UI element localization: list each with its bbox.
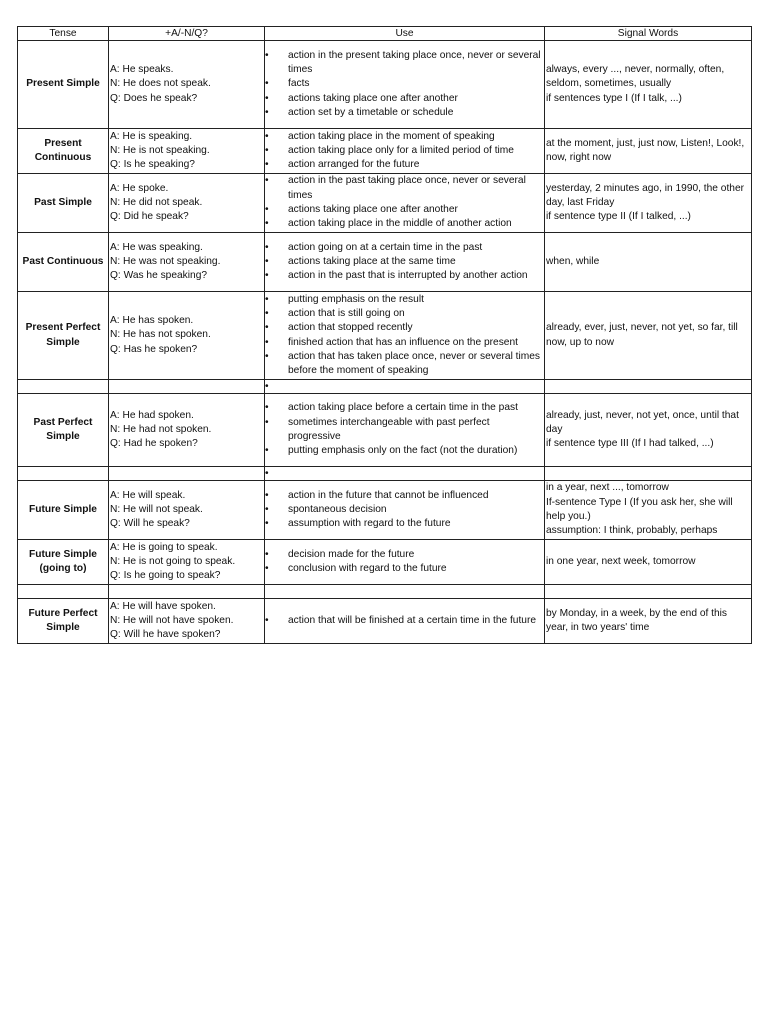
empty-cell bbox=[18, 585, 109, 599]
form-affirmative: A: He is speaking. bbox=[110, 130, 193, 142]
signal-words: in one year, next week, tomorrow bbox=[546, 555, 696, 567]
use-list bbox=[266, 548, 543, 577]
tense-name: Present Simple bbox=[18, 41, 109, 129]
use-item: • putting emphasis on the result bbox=[266, 293, 543, 307]
form-question: Q: Is he speaking? bbox=[110, 159, 195, 171]
empty-cell bbox=[265, 585, 545, 599]
empty-cell bbox=[545, 380, 752, 394]
form-affirmative: A: He is going to speak. bbox=[110, 541, 218, 553]
signal-words: if sentence type II (If I talked, ...) bbox=[546, 211, 691, 223]
signal-words-cell bbox=[545, 481, 752, 540]
signal-words: if sentence type III (If I had talked, ...) bbox=[546, 438, 714, 450]
bullet-glyph: • bbox=[265, 467, 269, 479]
use-cell bbox=[265, 174, 545, 233]
form-affirmative: A: He has spoken. bbox=[110, 315, 194, 327]
use-item: • facts bbox=[266, 77, 543, 91]
bullet-glyph: • bbox=[265, 380, 269, 392]
empty-bullet-cell bbox=[265, 380, 545, 394]
use-item: • action that stopped recently bbox=[266, 321, 543, 335]
form-cell bbox=[109, 540, 265, 585]
form-affirmative: A: He was speaking. bbox=[110, 241, 203, 253]
use-item: • actions taking place one after another bbox=[266, 203, 543, 217]
spacer-row bbox=[18, 380, 752, 394]
use-cell bbox=[265, 394, 545, 467]
signal-words: yesterday, 2 minutes ago, in 1990, the other day, last Friday bbox=[546, 182, 745, 208]
table-row bbox=[18, 394, 752, 467]
signal-words-cell bbox=[545, 174, 752, 233]
use-cell bbox=[265, 599, 545, 644]
empty-cell bbox=[545, 585, 752, 599]
use-item: • putting emphasis only on the fact (not the duration) bbox=[266, 444, 543, 458]
form-question: Q: Was he speaking? bbox=[110, 270, 208, 282]
use-cell bbox=[265, 481, 545, 540]
table-row bbox=[18, 292, 752, 380]
use-list bbox=[266, 174, 543, 231]
form-cell bbox=[109, 394, 265, 467]
use-cell bbox=[265, 129, 545, 174]
empty-bullet-cell bbox=[265, 467, 545, 481]
form-cell bbox=[109, 129, 265, 174]
form-cell bbox=[109, 481, 265, 540]
form-negative: N: He will not speak. bbox=[110, 503, 203, 515]
empty-cell bbox=[18, 380, 109, 394]
use-item: • decision made for the future bbox=[266, 548, 543, 562]
use-item: • action that will be finished at a certain time in the future bbox=[266, 614, 543, 628]
empty-cell bbox=[109, 380, 265, 394]
tense-name: Future Simple (going to) bbox=[18, 540, 109, 585]
use-item: • action taking place only for a limited period of time bbox=[266, 144, 543, 158]
use-item: • sometimes interchangeable with past perfect progressive bbox=[266, 416, 543, 445]
form-negative: N: He does not speak. bbox=[110, 78, 211, 90]
table-body bbox=[18, 41, 752, 644]
use-list bbox=[266, 293, 543, 379]
use-item: • finished action that has an influence on the present bbox=[266, 336, 543, 350]
tense-name: Future Simple bbox=[18, 481, 109, 540]
form-question: Q: Is he going to speak? bbox=[110, 570, 221, 582]
form-negative: N: He will not have spoken. bbox=[110, 614, 234, 626]
use-item: • action taking place in the moment of speaking bbox=[266, 130, 543, 144]
table-row bbox=[18, 599, 752, 644]
spacer-row bbox=[18, 585, 752, 599]
form-negative: N: He is not speaking. bbox=[110, 144, 210, 156]
form-question: Q: Had he spoken? bbox=[110, 438, 198, 450]
spacer-row bbox=[18, 467, 752, 481]
use-item: • action in the future that cannot be influenced bbox=[266, 489, 543, 503]
empty-cell bbox=[545, 467, 752, 481]
use-item: • conclusion with regard to the future bbox=[266, 562, 543, 576]
form-affirmative: A: He will speak. bbox=[110, 489, 186, 501]
form-question: Q: Has he spoken? bbox=[110, 343, 198, 355]
signal-words: always, every ..., never, normally, often, seldom, sometimes, usually bbox=[546, 64, 725, 90]
use-cell bbox=[265, 292, 545, 380]
form-negative: N: He had not spoken. bbox=[110, 423, 212, 435]
use-item: • action going on at a certain time in the past bbox=[266, 241, 543, 255]
signal-words-cell bbox=[545, 599, 752, 644]
signal-words: when, while bbox=[546, 255, 600, 267]
table-row bbox=[18, 174, 752, 233]
signal-words-cell bbox=[545, 292, 752, 380]
use-item: • action taking place before a certain time in the past bbox=[266, 401, 543, 415]
tense-name: Past Continuous bbox=[18, 233, 109, 292]
form-question: Q: Did he speak? bbox=[110, 211, 189, 223]
tenses-table bbox=[17, 26, 752, 644]
use-item: • action that has taken place once, never or several times before the moment of speaking bbox=[266, 350, 543, 379]
form-negative: N: He was not speaking. bbox=[110, 255, 221, 267]
form-affirmative: A: He had spoken. bbox=[110, 409, 194, 421]
form-cell bbox=[109, 174, 265, 233]
form-cell bbox=[109, 599, 265, 644]
use-list bbox=[266, 241, 543, 284]
use-item: • action in the past that is interrupted by another action bbox=[266, 269, 543, 283]
signal-words-cell bbox=[545, 394, 752, 467]
form-question: Q: Does he speak? bbox=[110, 92, 198, 104]
signal-words-cell bbox=[545, 233, 752, 292]
use-item: • action that is still going on bbox=[266, 307, 543, 321]
use-item: • action arranged for the future bbox=[266, 158, 543, 172]
tense-name: Future Perfect Simple bbox=[18, 599, 109, 644]
form-question: Q: Will he speak? bbox=[110, 518, 190, 530]
use-item: • action taking place in the middle of another action bbox=[266, 217, 543, 231]
use-cell bbox=[265, 540, 545, 585]
form-cell bbox=[109, 233, 265, 292]
form-negative: N: He is not going to speak. bbox=[110, 555, 236, 567]
use-cell bbox=[265, 233, 545, 292]
table-header-row bbox=[18, 27, 752, 41]
use-item: • spontaneous decision bbox=[266, 503, 543, 517]
use-item: • action in the past taking place once, never or several times bbox=[266, 174, 543, 203]
use-list bbox=[266, 614, 543, 628]
form-negative: N: He has not spoken. bbox=[110, 329, 211, 341]
header-use: Use bbox=[265, 27, 545, 41]
signal-words-cell bbox=[545, 129, 752, 174]
signal-words: If-sentence Type I (If you ask her, she will help you.) bbox=[546, 496, 733, 522]
empty-cell bbox=[18, 467, 109, 481]
use-item: • actions taking place one after another bbox=[266, 92, 543, 106]
use-cell bbox=[265, 41, 545, 129]
signal-words: already, just, never, not yet, once, until that day bbox=[546, 409, 739, 435]
signal-words: already, ever, just, never, not yet, so far, till now, up to now bbox=[546, 322, 738, 348]
form-cell bbox=[109, 292, 265, 380]
tense-name: Present Perfect Simple bbox=[18, 292, 109, 380]
signal-words: if sentences type I (If I talk, ...) bbox=[546, 92, 682, 104]
use-item: • assumption with regard to the future bbox=[266, 517, 543, 531]
table-row bbox=[18, 233, 752, 292]
table-row bbox=[18, 41, 752, 129]
form-affirmative: A: He speaks. bbox=[110, 64, 174, 76]
form-cell bbox=[109, 41, 265, 129]
table-row bbox=[18, 481, 752, 540]
use-item: • action set by a timetable or schedule bbox=[266, 106, 543, 120]
use-item: • actions taking place at the same time bbox=[266, 255, 543, 269]
header-signal-words: Signal Words bbox=[545, 27, 752, 41]
signal-words: at the moment, just, just now, Listen!, Look!, now, right now bbox=[546, 137, 745, 163]
signal-words-cell bbox=[545, 41, 752, 129]
use-list bbox=[266, 130, 543, 173]
empty-cell bbox=[109, 467, 265, 481]
use-list bbox=[266, 489, 543, 532]
header-form: +A/-N/Q? bbox=[109, 27, 265, 41]
signal-words-cell bbox=[545, 540, 752, 585]
tense-name: Past Simple bbox=[18, 174, 109, 233]
form-affirmative: A: He will have spoken. bbox=[110, 600, 216, 612]
tense-name: Past Perfect Simple bbox=[18, 394, 109, 467]
use-list bbox=[266, 49, 543, 120]
form-negative: N: He did not speak. bbox=[110, 196, 203, 208]
empty-cell bbox=[109, 585, 265, 599]
use-list bbox=[266, 401, 543, 458]
header-tense: Tense bbox=[18, 27, 109, 41]
signal-words: by Monday, in a week, by the end of this year, in two years' time bbox=[546, 607, 728, 633]
table-row bbox=[18, 540, 752, 585]
table-row bbox=[18, 129, 752, 174]
form-affirmative: A: He spoke. bbox=[110, 182, 169, 194]
use-item: • action in the present taking place once, never or several times bbox=[266, 49, 543, 78]
form-question: Q: Will he have spoken? bbox=[110, 629, 221, 641]
signal-words: assumption: I think, probably, perhaps bbox=[546, 525, 718, 537]
tense-name: Present Continuous bbox=[18, 129, 109, 174]
signal-words: in a year, next ..., tomorrow bbox=[546, 482, 669, 494]
